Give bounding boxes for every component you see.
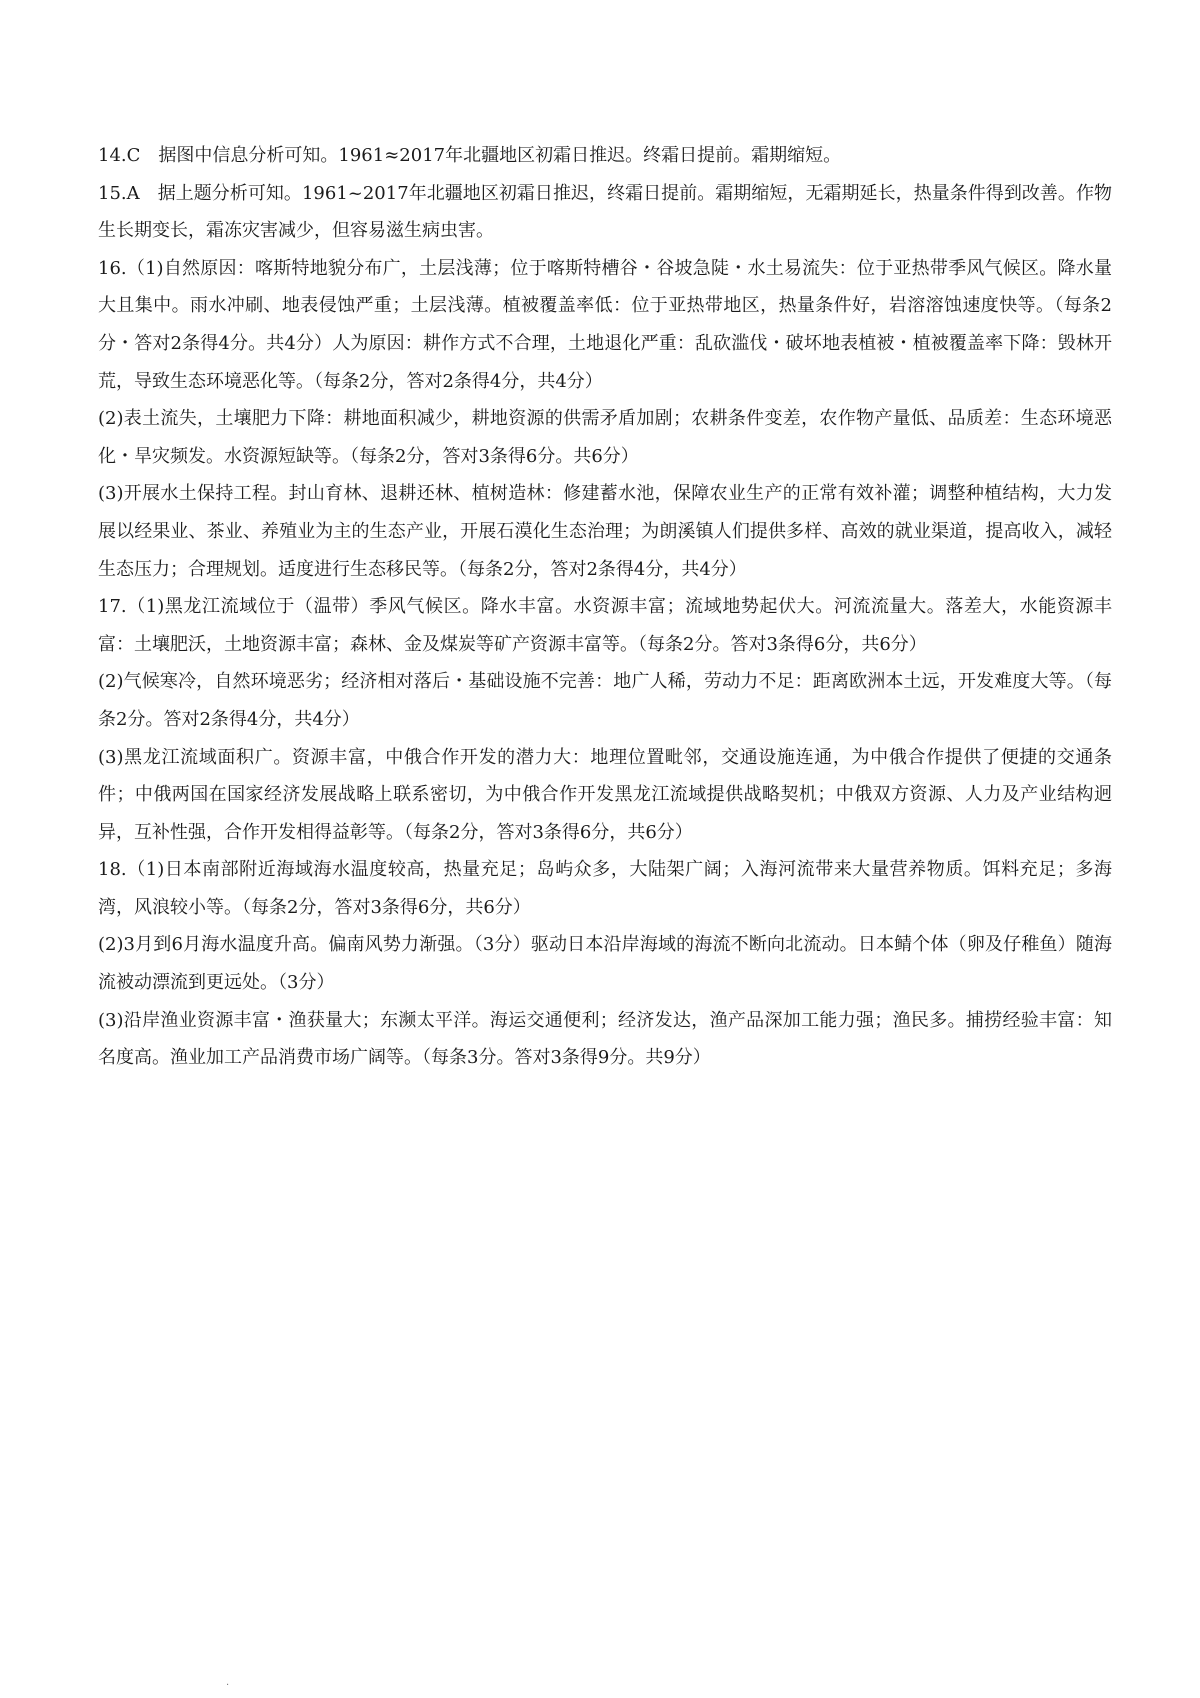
answer-16-part-2: (2)表土流失，土壤肥力下降：耕地面积减少，耕地资源的供需矛盾加剧；农耕条件变差，农作物产量低、品质差：生态环境恶化・旱灾频发。水资源短缺等。（每条2分，答对3条得6分。共6分） <box>98 408 1112 467</box>
answer-17-part-2: (2)气候寒冷，自然环境恶劣；经济相对落后・基础设施不完善：地广人稀，劳动力不足：距离欧洲本土远，开发难度大等。（每条2分。答对2条得4分，共4分） <box>98 671 1112 730</box>
answer-17-part-3: (3)黑龙江流域面积广。资源丰富，中俄合作开发的潜力大：地理位置毗邻，交通设施连通，为中俄合作提供了便捷的交通条件；中俄两国在国家经济发展战略上联系密切，为中俄合作开发黑龙江流域提供战略契机；中俄双方资源、人力及产业结构迥异，互补性强，合作开发相得益彰等。（每条2分，答对3条得6分，共6分） <box>98 746 1112 843</box>
answer-18-part-1: 18.（1)日本南部附近海域海水温度较高，热量充足；岛屿众多，大陆架广阔；入海河流带来大量营养物质。饵料充足；多海湾，风浪较小等。（每条2分，答对3条得6分，共6分） <box>98 859 1112 918</box>
answer-17-part-1: 17.（1)黑龙江流域位于（温带）季风气候区。降水丰富。水资源丰富；流域地势起伏大。河流流量大。落差大，水能资源丰富：土壤肥沃，土地资源丰富；森林、金及煤炭等矿产资源丰富等。（每条2分。答对3条得6分，共6分） <box>98 596 1112 655</box>
answer-14: 14.C 据图中信息分析可知。1961≈2017年北疆地区初霜日推迟。终霜日提前。霜期缩短。 <box>98 145 842 166</box>
answer-15: 15.A 据上题分析可知。1961~2017年北疆地区初霜日推迟，终霜日提前。霜期缩短，无霜期延长，热量条件得到改善。作物生长期变长，霜冻灾害减少，但容易滋生病虫害。 <box>98 182 1112 242</box>
answer-16-part-3: (3)开展水土保持工程。封山育林、退耕还林、植树造林：修建蓄水池，保障农业生产的正常有效补灌；调整种植结构，大力发展以经果业、茶业、养殖业为主的生态产业，开展石漠化生态治理；为朗溪镇人们提供多样、高效的就业渠道，提高收入，减轻生态压力；合理规划。适度进行生态移民等。（每条2分，答对2条得4分，共4分） <box>98 483 1112 580</box>
answer-18-part-3: (3)沿岸渔业资源丰富・渔获量大；东濒太平洋。海运交通便利；经济发达，渔产品深加工能力强；渔民多。捕捞经验丰富：知名度高。渔业加工产品消费市场广阔等。（每条3分。答对3条得9分。共9分） <box>98 1009 1112 1069</box>
answer-key-text <box>98 137 1112 1077</box>
footer-dot: · <box>226 1680 230 1691</box>
answer-18-part-2: (2)3月到6月海水温度升高。偏南风势力渐强。（3分）驱动日本沿岸海域的海流不断向北流动。日本鲭个体（卵及仔稚鱼）随海流被动漂流到更远处。（3分） <box>98 934 1112 994</box>
answer-16-part-1: 16.（1)自然原因：喀斯特地貌分布广，土层浅薄；位于喀斯特槽谷・谷坡急陡・水土易流失：位于亚热带季风气候区。降水量大且集中。雨水冲刷、地表侵蚀严重；土层浅薄。植被覆盖率低：位于亚热带地区，热量条件好，岩溶溶蚀速度快等。（每条2分・答对2条得4分。共4分）人为原因：耕作方式不合理，土地退化严重：乱砍滥伐・破坏地表植被・植被覆盖率下降：毁林开荒，导致生态环境恶化等。（每条2分，答对2条得4分，共4分） <box>98 257 1112 392</box>
